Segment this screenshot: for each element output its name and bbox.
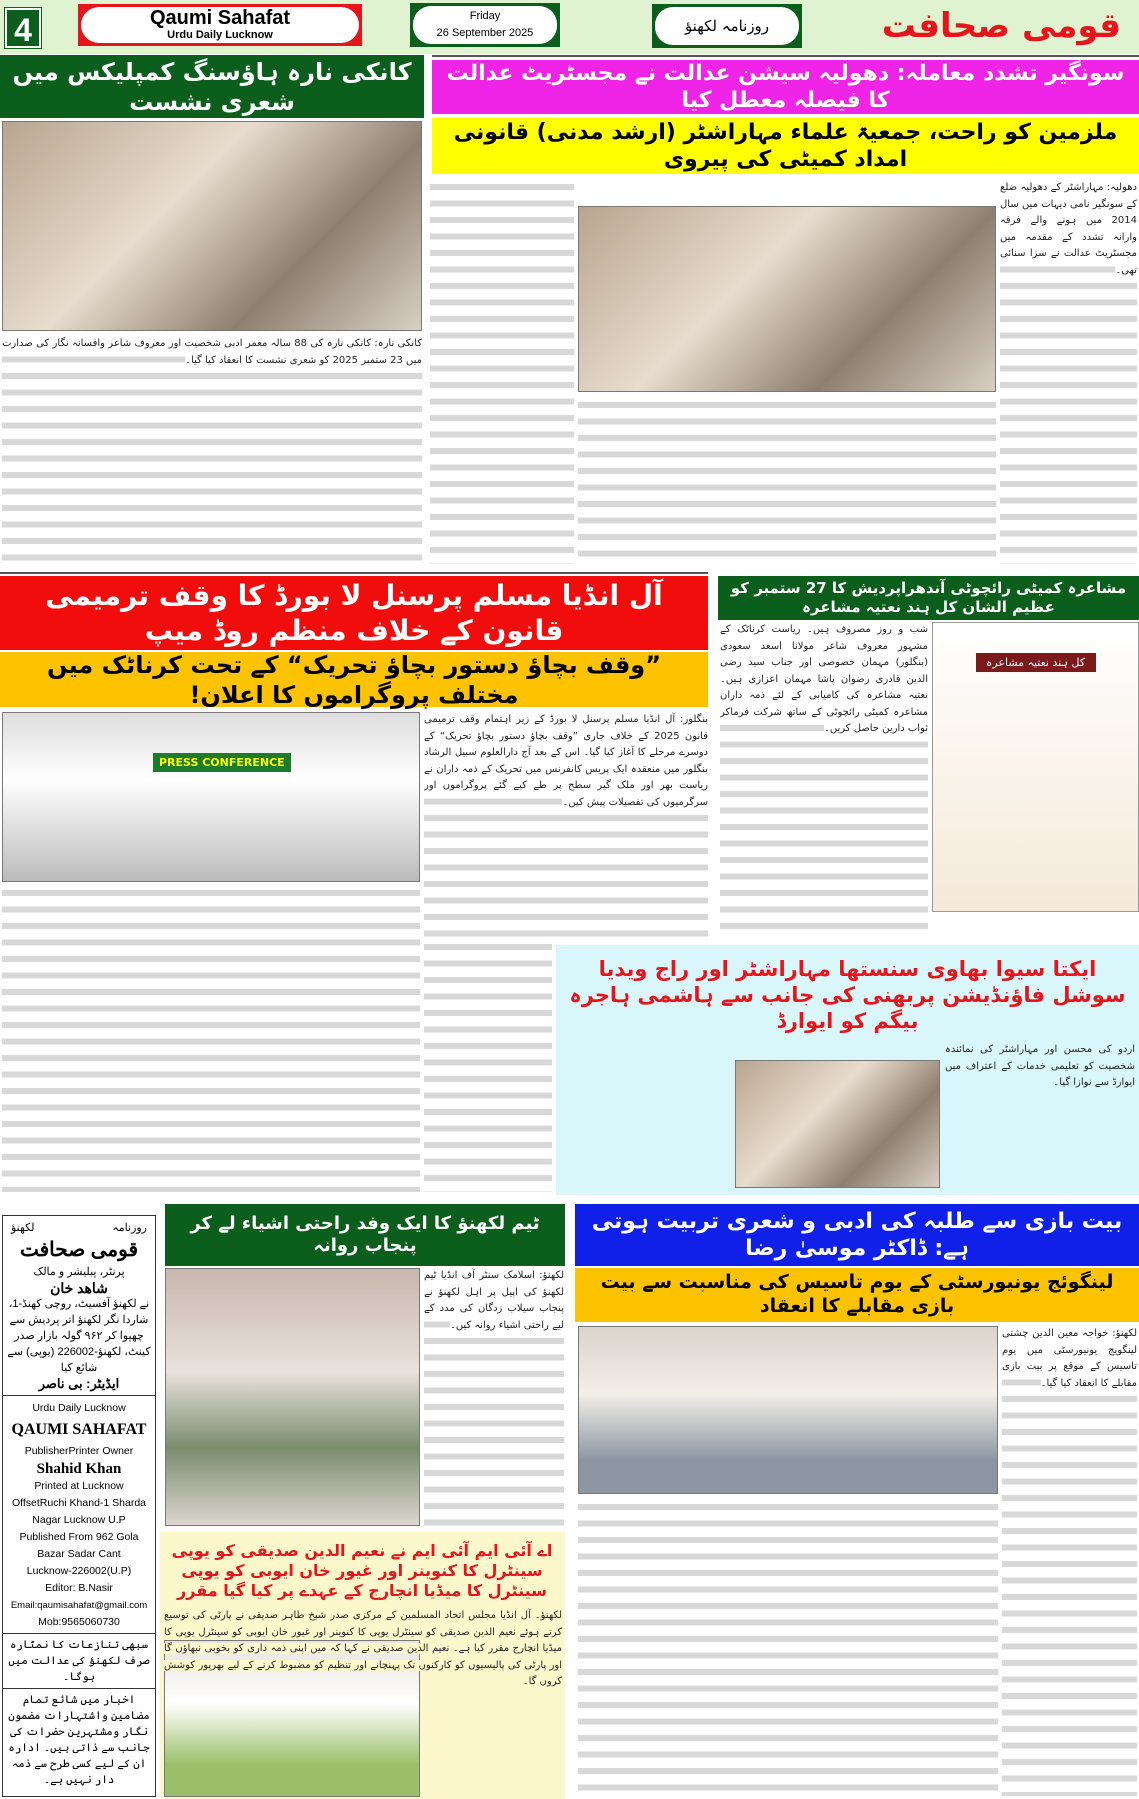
article-songir bbox=[1000, 180, 1137, 564]
imprint-line: Printed at Lucknow bbox=[34, 1480, 124, 1492]
headline-aimim: اے آئی ایم آئی ایم نے نعیم الدین صدیقی کو یوپی سینٹرل کا کنوینر اور غیور خان ایوبی کو یوپی سینٹرل کا میڈیا انچارج کے عہدے پر کیا گیا مقرر bbox=[171, 1541, 553, 1600]
imprint-jurisdiction: سبھی تنازعات کا نمٹارہ صرف لکھنؤ کی عدالت میں ہوگا۔ bbox=[3, 1634, 155, 1689]
headline-personal-law-board: آل انڈیا مسلم پرسنل لا بورڈ کا وقف ترمیمی قانون کے خلاف منظم روڈ میپ bbox=[0, 576, 708, 650]
imprint-address-ur: نے لکھنؤ آفسیٹ، روچی کھنڈ-1، شاردا نگر لکھنؤ اتر پردیش سے چھپوا کر ۹۶۲ گولہ بازار صدر کینٹ، لکھنؤ-226002 (یوپی) سے شائع کیا bbox=[7, 1298, 151, 1374]
photo-songir bbox=[578, 206, 996, 392]
headline-songir: سونگیر تشدد معاملہ: دھولیہ سیشن عدالت نے مجسٹریٹ عدالت کا فیصلہ معطل کیا bbox=[432, 60, 1139, 114]
imprint-line: Published From 962 Gola bbox=[19, 1531, 139, 1543]
imprint-name-en: QAUMI SAHAFAT bbox=[11, 1421, 147, 1438]
imprint-line: Editor: B.Nasir bbox=[45, 1582, 113, 1594]
photo-award bbox=[735, 1060, 940, 1188]
article-personal-law-board-col2 bbox=[2, 886, 420, 1192]
imprint-owner-ur: شاهد خان bbox=[50, 1280, 108, 1296]
photo-shairi-nashist bbox=[2, 121, 422, 331]
imprint-name-ur: قومی صحافت bbox=[19, 1239, 139, 1261]
page-number: 4 bbox=[5, 8, 41, 48]
article-mushaira bbox=[720, 622, 928, 934]
imprint-box bbox=[2, 1215, 156, 1797]
photo-team-lucknow bbox=[165, 1268, 420, 1526]
headline-team-lucknow: ٹیم لکھنؤ کا ایک وفد راحتی اشیاء لے کر پنجاب روانہ bbox=[165, 1204, 565, 1266]
article-text: لکھنؤ: خواجہ معین الدین چشتی لینگویج یونیورسٹی میں یوم تاسیس کے موقع پر بیت بازی مقابلے کا انعقاد کیا گیا۔ bbox=[1002, 1328, 1137, 1389]
imprint-line: OffsetRuchi Khand-1 Sharda bbox=[11, 1497, 147, 1509]
article-text: شب و روز مصروف ہیں۔ ریاست کرناٹک کے مشہور معروف شاعر مولانا اسعد سعودی (بنگلور) مہمان خصوصی اور جناب سید رضی الدین قادری رضوان پاشا مہمان اعزازی ہیں۔ نعتیہ مشاعرہ کی کامیابی کے لئے ذمہ داران مشاعرہ کمیٹی رائچوٹی کے ساتھ شرکت فرماکر ثواب دارین حاصل کریں۔ bbox=[720, 624, 928, 734]
article-text: لکھنؤ: اسلامک سنٹر آف انڈیا ٹیم لکھنؤ کی اپیل پر اہل لکھنؤ نے پنجاب سیلاب زدگان کی مدد کے لیے راحتی اشیاء روانہ کیں۔ bbox=[424, 1270, 564, 1331]
imprint-tagline-en: Urdu Daily Lucknow bbox=[32, 1402, 126, 1414]
date-box bbox=[410, 3, 560, 47]
imprint-line: Lucknow-226002(U.P) bbox=[26, 1565, 132, 1577]
imprint-line: Bazar Sadar Cant bbox=[37, 1548, 121, 1560]
imprint-owner-label-en: PublisherPrinter Owner bbox=[24, 1445, 134, 1457]
imprint-line: Nagar Lucknow U.P bbox=[32, 1514, 126, 1526]
article-bait-bazi bbox=[1002, 1326, 1137, 1796]
article-bait-bazi-col2 bbox=[578, 1500, 998, 1796]
mushaira-poster bbox=[932, 622, 1139, 912]
article-shairi-nashist bbox=[2, 336, 422, 564]
subhead-bait-bazi: لینگوئج یونیورسٹی کے یوم تاسیس کی مناسبت سے بیت بازی مقابلے کا انعقاد bbox=[575, 1268, 1139, 1322]
english-nameplate bbox=[78, 4, 362, 46]
article-personal-law-board-col3 bbox=[424, 940, 552, 1192]
article-personal-law-board bbox=[424, 712, 708, 937]
article-text: بنگلور: آل انڈیا مسلم پرسنل لا بورڈ کے زیر اہتمام وقف ترمیمی قانون 2025 کے خلاف جاری ”وقف بچاؤ دستور بچاؤ تحریک“ کے دوسرے مرحلے کا آغاز کیا گیا۔ اس کے بعد آج دارالعلوم سبیل الرشاد بنگلور میں منعقدہ ایک پریس کانفرنس میں تحریک کے ذمہ داران نے ریاست بھر اور ملک گیر سطح پر طے کیے گئے پروگراموں اور سرگرمیوں کی تفصیلات پیش کیں۔ bbox=[424, 714, 708, 808]
imprint-disclaimer: اخبار میں شائع تمام مضامین واشتہارات مضمون نگار ومشتہرین حضرات کی جانب سے ذاتی ہیں۔ ادارہ ان کے لیے کسی طرح سے ذمہ دار نہیں ہے۔ bbox=[8, 1694, 150, 1786]
article-songir-col3 bbox=[578, 398, 996, 564]
imprint-roznama: روزنامہ bbox=[112, 1222, 147, 1234]
headline-bait-bazi: بیت بازی سے طلبہ کی ادبی و شعری تربیت ہوتی ہے: ڈاکٹر موسیٰ رضا bbox=[575, 1204, 1139, 1266]
poster-title: کل ہند نعتیہ مشاعرہ bbox=[976, 653, 1096, 672]
imprint-mobile: Mob:9565060730 bbox=[3, 1614, 155, 1634]
imprint-owner-en: Shahid Khan bbox=[36, 1461, 122, 1477]
imprint-editor-ur: ایڈیٹر: بی ناصر bbox=[3, 1376, 155, 1396]
article-text: لکھنؤ۔ آل انڈیا مجلس اتحاد المسلمین کے مرکزی صدر شیخ طاہر صدیقی نے پارٹی کی توسیع کرتے ہوئے نعیم الدین صدیقی کو سینٹرل یوپی کا کنوینر اور غیور خان ایوبی کو سینٹرل یوپی کا میڈیا انچارج مقرر کیا ہے۔ نعیم الدین صدیقی نے کہا کہ میں اپنی ذمہ داری کو بخوبی نبھاؤں گا اور پارٹی کی پالیسیوں کو کارکنوں تک پہنچانے اور تنظیم کو مضبوط کرنے کے لیے بھرپور کوشش کروں گا۔ bbox=[164, 1610, 562, 1687]
headline-award: ایکتا سیوا بھاوی سنستھا مہاراشٹر اور راج ویدیا سوشل فاؤنڈیشن پربھنی کی جانب سے ہاشمی ہاجرہ بیگم کو ایوارڈ bbox=[569, 956, 1126, 1034]
photo-press-conference bbox=[2, 712, 420, 882]
subhead-songir: ملزمین کو راحت، جمعیۃ علماء مہاراشٹر (ارشد مدنی) قانونی امداد کمیٹی کی پیروی bbox=[432, 118, 1139, 174]
photo-bait-bazi bbox=[578, 1326, 998, 1494]
article-text: کانکی نارہ: کانکی نارہ کی 88 سالہ معمر ادبی شخصیت اور معروف شاعر وافسانہ نگار کی صدارت میں 23 ستمبر 2025 کو شعری نشست کا انعقاد کیا گیا۔ bbox=[2, 338, 422, 366]
article-text: دھولیہ: مہاراشٹر کے دھولیہ ضلع کے سونگیر نامی دیہات میں سال 2014 میں ہونے والے فرقہ وارانہ تشدد کے مقدمہ میں مجسٹریٹ عدالت نے سزا سنائی تھی۔ bbox=[1000, 182, 1137, 276]
imprint-owner-label-ur: پرنٹر، پبلیشر و مالک bbox=[33, 1266, 125, 1278]
article-text: اردو کی محسن اور مہاراشٹر کی نمائندہ شخصیت کو تعلیمی خدمات کے اعتراف میں ایوارڈ سے نوازا گیا۔ bbox=[945, 1044, 1135, 1088]
urdu-logo: قومی صحافت bbox=[881, 6, 1121, 46]
banner-press-conference: PRESS CONFERENCE bbox=[153, 753, 291, 772]
date: 26 September 2025 bbox=[436, 27, 534, 39]
day: Friday bbox=[469, 10, 501, 22]
article-award-col2 bbox=[560, 1042, 730, 1190]
imprint-city: لکھنؤ bbox=[11, 1222, 35, 1234]
imprint-email: Email:qaumisahafat@gmail.com bbox=[10, 1600, 148, 1611]
headline-mushaira: مشاعرہ کمیٹی رائچوٹی آندھراپردیش کا 27 ستمبر کو عظیم الشان کل ہند نعتیہ مشاعرہ bbox=[718, 576, 1139, 620]
article-songir-col2 bbox=[430, 180, 574, 564]
article-award bbox=[945, 1042, 1135, 1190]
article-team-lucknow bbox=[424, 1268, 564, 1526]
roznama: روزنامہ لکھنؤ bbox=[655, 7, 799, 45]
article-aimim bbox=[164, 1608, 562, 1798]
subhead-waqf-bachao: ”وقف بچاؤ دستور بچاؤ تحریک“ کے تحت کرناٹک میں مختلف پروگراموں کا اعلان! bbox=[0, 652, 708, 707]
roznama-box bbox=[652, 4, 802, 48]
name-en: Qaumi Sahafat bbox=[149, 7, 291, 29]
tagline-en: Urdu Daily Lucknow bbox=[167, 29, 273, 41]
headline-shairi-nashist: کانکی نارہ ہاؤسنگ کمپلیکس میں شعری نشست bbox=[0, 55, 424, 118]
